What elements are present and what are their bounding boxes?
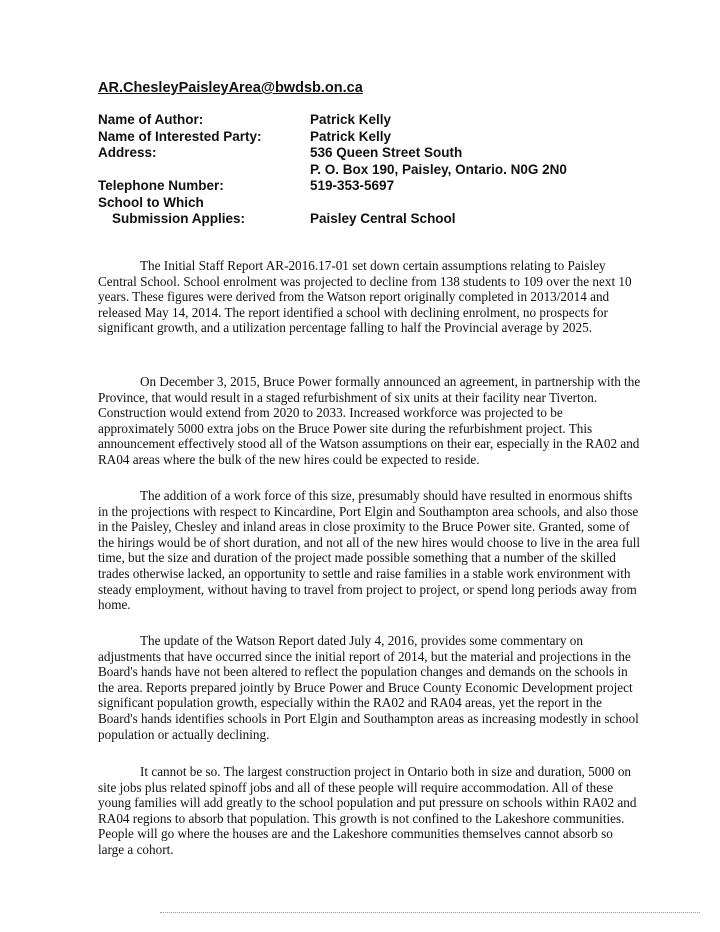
school-label-1: School to Which (98, 194, 204, 210)
body-paragraph-2 (98, 374, 642, 468)
school-value: Paisley Central School (310, 211, 456, 226)
interested-party-label: Name of Interested Party: (98, 128, 262, 144)
address-line-1: 536 Queen Street South (310, 145, 463, 160)
body-paragraph-3 (98, 488, 642, 613)
paragraph-text: The addition of a work force of this size, presumably should have resulted in enormous shifts in the projections with respect to Kincardine, Port Elgin and Southampton area schools, and also those in the Paisley, Chesley and inland areas in close proximity to the Bruce Power site. Granted, some of the hirings would be of short duration, and not all of the new hires would choose to live in the area full time, but the size and duration of the project made possible something that a number of the skilled trades otherwise lacked, an opportunity to settle and raise families in a stable work environment with steady employment, without having to travel from project to project, or spend long periods away from home. (98, 488, 641, 613)
author-value: Patrick Kelly (310, 112, 392, 127)
paragraph-text: The Initial Staff Report AR-2016.17-01 set down certain assumptions relating to Paisley Central School. School enrolment was projected to decline from 138 students to 109 over the next 10 years. These figures were derived from the Watson report originally completed in 2013/2014 and released May 14, 2014. The report identified a school with declining enrolment, no prospects for significant growth, and a utilization percentage falling to half the Provincial average by 2025. (98, 258, 632, 336)
email-address: AR.ChesleyPaisleyArea@bwdsb.on.ca (98, 80, 363, 96)
address-line-2: P. O. Box 190, Paisley, Ontario. N0G 2N0 (310, 161, 567, 177)
paragraph-text: It cannot be so. The largest construction project in Ontario both in size and duration, 5000 on site jobs plus related spinoff jobs and all of these people will require accommodation. All of these young families will add greatly to the school population and put pressure on schools within RA02 and RA04 regions to absorb that population. This growth is not confined to the Lakeshore communities. People will go where the houses are and the Lakeshore communities themselves cannot absorb so large a cohort. (98, 764, 637, 857)
interested-party-value: Patrick Kelly (310, 128, 392, 144)
body-paragraph-4 (98, 633, 642, 742)
body-paragraph-1 (98, 258, 642, 336)
paragraph-text: On December 3, 2015, Bruce Power formally announced an agreement, in partnership with the Province, that would result in a staged refurbishment of six units at their facility near Tiverton. Construction would extend from 2020 to 2033. Increased workforce was projected to be approximately 5000 extra jobs on the Bruce Power site during the refurbishment project. This announcement effectively stood all of the Watson assumptions on their ear, especially in the RA02 and RA04 areas where the bulk of the new hires could be expected to reside. (98, 374, 641, 467)
footer-divider (160, 912, 700, 913)
address-label: Address: (98, 145, 157, 160)
telephone-value: 519-353-5697 (310, 178, 395, 193)
telephone-label: Telephone Number: (98, 178, 224, 193)
author-label: Name of Author: (98, 112, 204, 127)
school-label-2: Submission Applies: (112, 211, 246, 226)
body-paragraph-5 (98, 764, 642, 858)
paragraph-text: The update of the Watson Report dated July 4, 2016, provides some commentary on adjustments that have occurred since the initial report of 2014, but the material and projections in the Board's hands have not been altered to reflect the population changes and demands on the schools in the area. Reports prepared jointly by Bruce Power and Bruce County Economic Development project significant population growth, especially within the RA02 and RA04 areas, yet the report in the Board's hands identifies schools in Port Elgin and Southampton areas as increasing modestly in school population or actually declining. (98, 633, 639, 742)
